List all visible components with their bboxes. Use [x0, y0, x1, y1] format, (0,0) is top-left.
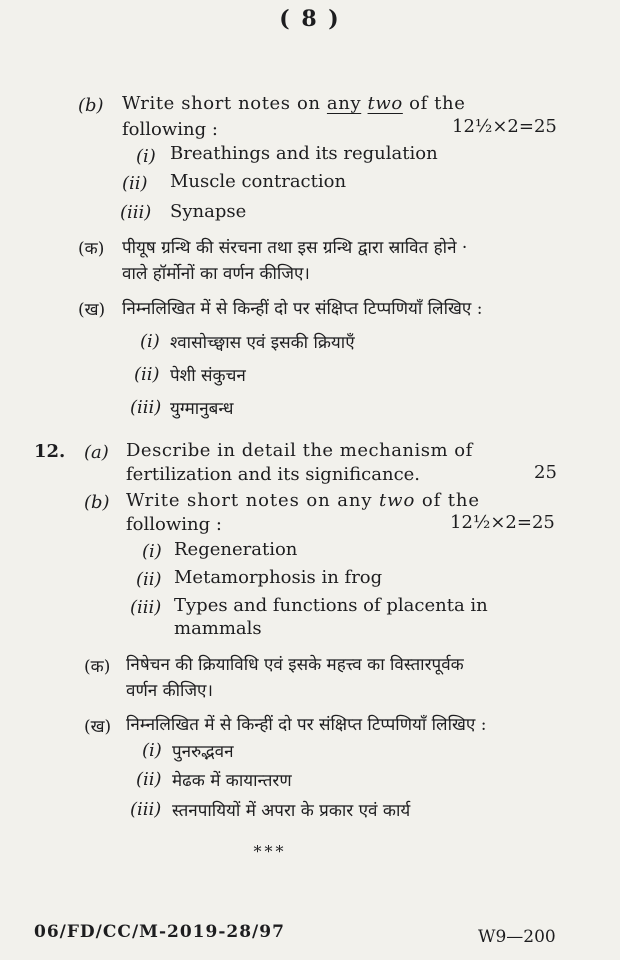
- q12-b-item1-text: Regeneration: [174, 539, 298, 560]
- q11-kha-item2-text: पेशी संकुचन: [170, 366, 246, 386]
- q11-b-emph-two: two: [367, 93, 403, 114]
- q12-b-item3-num: (iii): [130, 597, 162, 618]
- q11-kha-item3-num: (iii): [130, 397, 162, 418]
- q12-b-line1-post: of the: [415, 490, 480, 511]
- q12-kha-item3-text: स्तनपायियों में अपरा के प्रकार एवं कार्य: [172, 801, 411, 821]
- batch-code: W9—200: [478, 927, 556, 947]
- q11-kha-item3-text: युग्मानुबन्ध: [170, 399, 234, 419]
- q12-b-item3-text2: mammals: [174, 618, 262, 639]
- q12-ka-label: (क): [84, 657, 111, 677]
- q12-a-line2: fertilization and its significance.: [126, 464, 421, 485]
- q12-a-label: (a): [84, 442, 109, 463]
- q11-ka-line1: पीयूष ग्रन्थि की संरचना तथा इस ग्रन्थि द्वारा स्रावित होने ·: [122, 238, 468, 258]
- q11-b-item1-num: (i): [136, 146, 156, 167]
- q11-ka-line2: वाले हॉर्मोनों का वर्णन कीजिए।: [122, 264, 310, 284]
- end-stars: ***: [253, 842, 287, 861]
- q11-kha-item2-num: (ii): [134, 364, 160, 385]
- q11-b-line2: following :: [122, 119, 218, 140]
- q11-b-item3-text: Synapse: [170, 201, 247, 222]
- q11-b-emph-any: any: [326, 93, 362, 114]
- q12-ka-line2: वर्णन कीजिए।: [126, 681, 213, 701]
- q12-kha-item3-num: (iii): [130, 799, 162, 820]
- q11-b-line1-pre: Write short notes on: [122, 93, 327, 114]
- q11-kha-line1: निम्नलिखित में से किन्हीं दो पर संक्षिप्त टिप्पणियाँ लिखिए :: [122, 299, 483, 319]
- q12-b-emph-two: two: [379, 490, 416, 511]
- q12-b-item2-text: Metamorphosis in frog: [174, 567, 383, 588]
- q12-kha-item1-text: पुनरुद्भवन: [172, 742, 234, 762]
- q12-kha-item2-num: (ii): [136, 769, 162, 790]
- q11-ka-label: (क): [78, 239, 105, 259]
- paper-code: 06/FD/CC/M-2019-28/97: [34, 922, 285, 942]
- q12-b-line1: [126, 490, 480, 511]
- q12-number: 12.: [34, 441, 66, 462]
- q11-b-item3-num: (iii): [120, 202, 152, 223]
- q12-kha-item1-num: (i): [142, 740, 162, 761]
- q11-b-item2-num: (ii): [122, 173, 148, 194]
- q12-b-label: (b): [84, 492, 110, 513]
- q11-b-marks: 12½×2=25: [452, 116, 557, 137]
- q12-b-item1-num: (i): [142, 541, 162, 562]
- q12-b-item2-num: (ii): [136, 569, 162, 590]
- q12-b-marks: 12½×2=25: [450, 512, 555, 533]
- q11-kha-item1-num: (i): [140, 331, 160, 352]
- q12-a-line1: Describe in detail the mechanism of: [126, 440, 473, 461]
- q11-kha-item1-text: श्वासोच्छ्वास एवं इसकी क्रियाएँ: [170, 333, 355, 353]
- q11-kha-label: (ख): [78, 300, 106, 320]
- q11-b-item2-text: Muscle contraction: [170, 171, 347, 192]
- page-number: ( 8 ): [279, 6, 341, 32]
- q12-a-marks: 25: [534, 462, 557, 483]
- q11-b-line1: [122, 93, 465, 114]
- q12-b-line1-pre: Write short notes on any: [126, 490, 380, 511]
- q11-b-line1-post: of the: [402, 93, 466, 114]
- q12-b-line2: following :: [126, 514, 222, 535]
- q12-b-item3-text: Types and functions of placenta in: [174, 595, 488, 616]
- q11-b-label: (b): [78, 95, 104, 116]
- q12-kha-line1: निम्नलिखित में से किन्हीं दो पर संक्षिप्त टिप्पणियाँ लिखिए :: [126, 715, 487, 735]
- q12-kha-item2-text: मेढक में कायान्तरण: [172, 771, 292, 791]
- q12-kha-label: (ख): [84, 717, 112, 737]
- q11-b-item1-text: Breathings and its regulation: [170, 143, 438, 164]
- q12-ka-line1: निषेचन की क्रियाविधि एवं इसके महत्त्व का विस्तारपूर्वक: [126, 655, 464, 675]
